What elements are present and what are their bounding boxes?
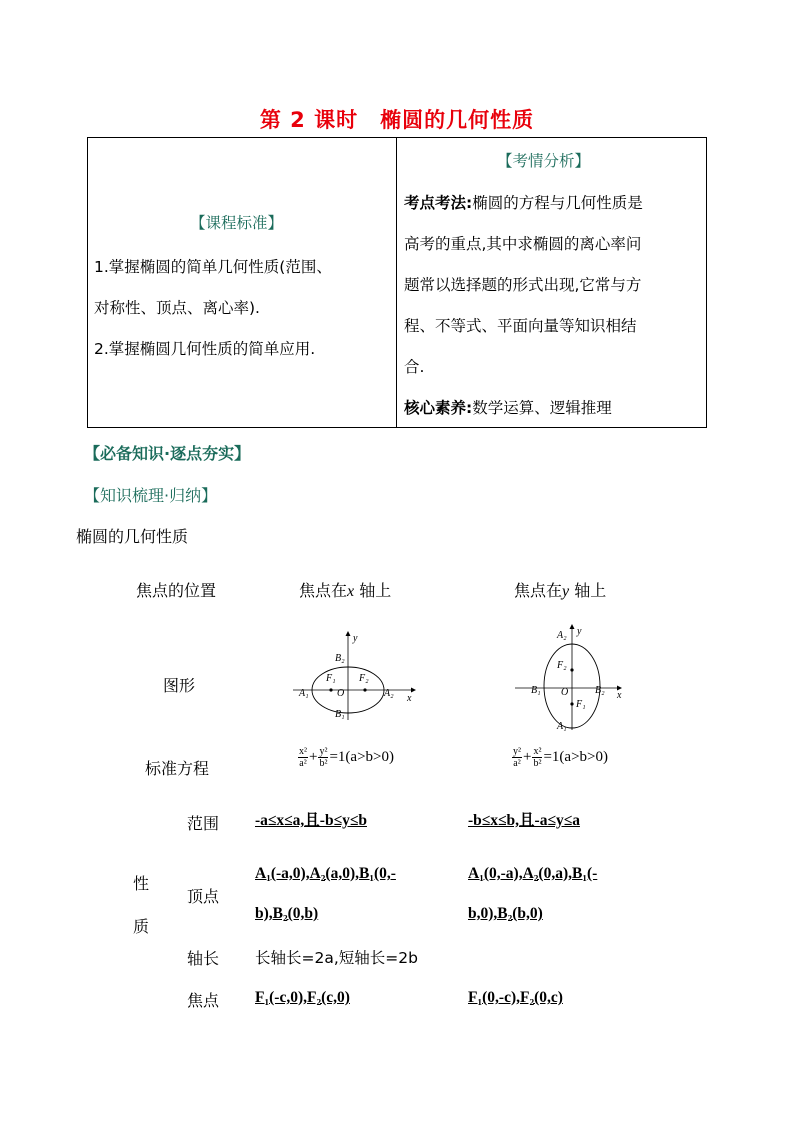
- vertex-x-axis-line-2: b),B₂(0,b): [255, 905, 319, 922]
- header-x-axis: 焦点在x 轴上: [299, 581, 392, 600]
- fig1-b1-label: B₁: [335, 709, 345, 720]
- range-label: 范围: [187, 814, 220, 833]
- exam-analysis-line-3: 题常以选择题的形式出现,它常与方: [404, 276, 642, 294]
- fig1-f1-label: F₁: [326, 673, 336, 684]
- fig2-f1-label: F₁: [576, 699, 586, 710]
- equation-x-axis: $\frac{\text{x²}}{\text{a²}}$ + $\frac{\text{y²}}{\text{b²}}$ =1(a>b>0): [299, 746, 394, 769]
- vertex-x-axis-line-1: A₁(-a,0),A₂(a,0),B₁(0,-: [255, 865, 396, 882]
- header-y-axis: 焦点在y 轴上: [514, 581, 607, 600]
- fig2-f2-label: F₂: [557, 660, 567, 671]
- focus-y-axis: F₁(0,-c),F₂(0,c): [468, 989, 563, 1006]
- axis-length-text: 长轴长=2a,短轴长=2b: [255, 949, 418, 967]
- exam-analysis-line-4: 程、不等式、平面向量等知识相结: [404, 317, 637, 335]
- equation-y-axis: $\frac{\text{y²}}{\text{a²}}$ + $\frac{\text{x²}}{\text{b²}}$ =1(a>b>0): [513, 746, 608, 769]
- fig1-y-label: y: [353, 633, 358, 644]
- fig1-o-label: O: [337, 688, 345, 699]
- course-standard-line-1: 1.掌握椭圆的简单几何性质(范围、: [94, 258, 332, 276]
- course-standard-heading: 【课程标准】: [190, 214, 284, 232]
- core-literacy-line: 核心素养:数学运算、逻辑推理: [404, 399, 612, 417]
- table-divider: [396, 137, 397, 428]
- page-title: 第 2 课时 椭圆的几何性质: [259, 108, 535, 132]
- fig1-b2-label: B₂: [335, 653, 345, 664]
- section-heading-knowledge: 【必备知识·逐点夯实】: [84, 444, 251, 463]
- fig1-f2-label: F₂: [359, 673, 369, 684]
- range-x-axis: -a≤x≤a,且-b≤y≤b: [255, 812, 367, 829]
- fig2-a1-label: A₁: [557, 721, 567, 732]
- range-y-axis: -b≤x≤b,且-a≤y≤a: [468, 812, 580, 829]
- fig1-a1-label: A₁: [299, 688, 309, 699]
- fig2-x-label: x: [617, 690, 622, 701]
- ellipse-x-axis-figure: [293, 630, 423, 722]
- course-standard-line-2: 对称性、顶点、离心率).: [94, 299, 260, 317]
- exam-analysis-line-2: 高考的重点,其中求椭圆的离心率问: [404, 235, 642, 253]
- intro-text: 椭圆的几何性质: [76, 527, 189, 546]
- exam-analysis-heading: 【考情分析】: [497, 152, 591, 170]
- fig2-b2-label: B₂: [595, 685, 605, 696]
- fig2-b1-label: B₁: [531, 685, 541, 696]
- focus-label: 焦点: [187, 991, 220, 1010]
- vertex-y-axis-line-2: b,0),B₂(b,0): [468, 905, 543, 922]
- vertex-label: 顶点: [187, 887, 220, 906]
- graph-label: 图形: [163, 676, 196, 695]
- ellipse-y-axis-figure: [515, 622, 630, 732]
- course-standard-line-3: 2.掌握椭圆几何性质的简单应用.: [94, 340, 316, 358]
- fig1-x-label: x: [407, 693, 412, 704]
- properties-label-2: 质: [133, 917, 150, 936]
- fig2-o-label: O: [561, 687, 569, 698]
- header-focus-position: 焦点的位置: [136, 581, 217, 600]
- section-heading-summary: 【知识梳理·归纳】: [84, 486, 218, 505]
- fig2-a2-label: A₂: [557, 630, 567, 641]
- exam-analysis-line-5: 合.: [404, 358, 425, 376]
- vertex-y-axis-line-1: A₁(0,-a),A₂(0,a),B₁(-: [468, 865, 598, 882]
- focus-x-axis: F₁(-c,0),F₂(c,0): [255, 989, 350, 1006]
- fig2-y-label: y: [577, 626, 582, 637]
- properties-label-1: 性: [133, 874, 150, 893]
- fig1-a2-label: A₂: [384, 688, 394, 699]
- equation-label: 标准方程: [145, 759, 210, 778]
- exam-analysis-line-1: 考点考法:椭圆的方程与几何性质是: [404, 194, 643, 212]
- axis-length-label: 轴长: [187, 949, 220, 968]
